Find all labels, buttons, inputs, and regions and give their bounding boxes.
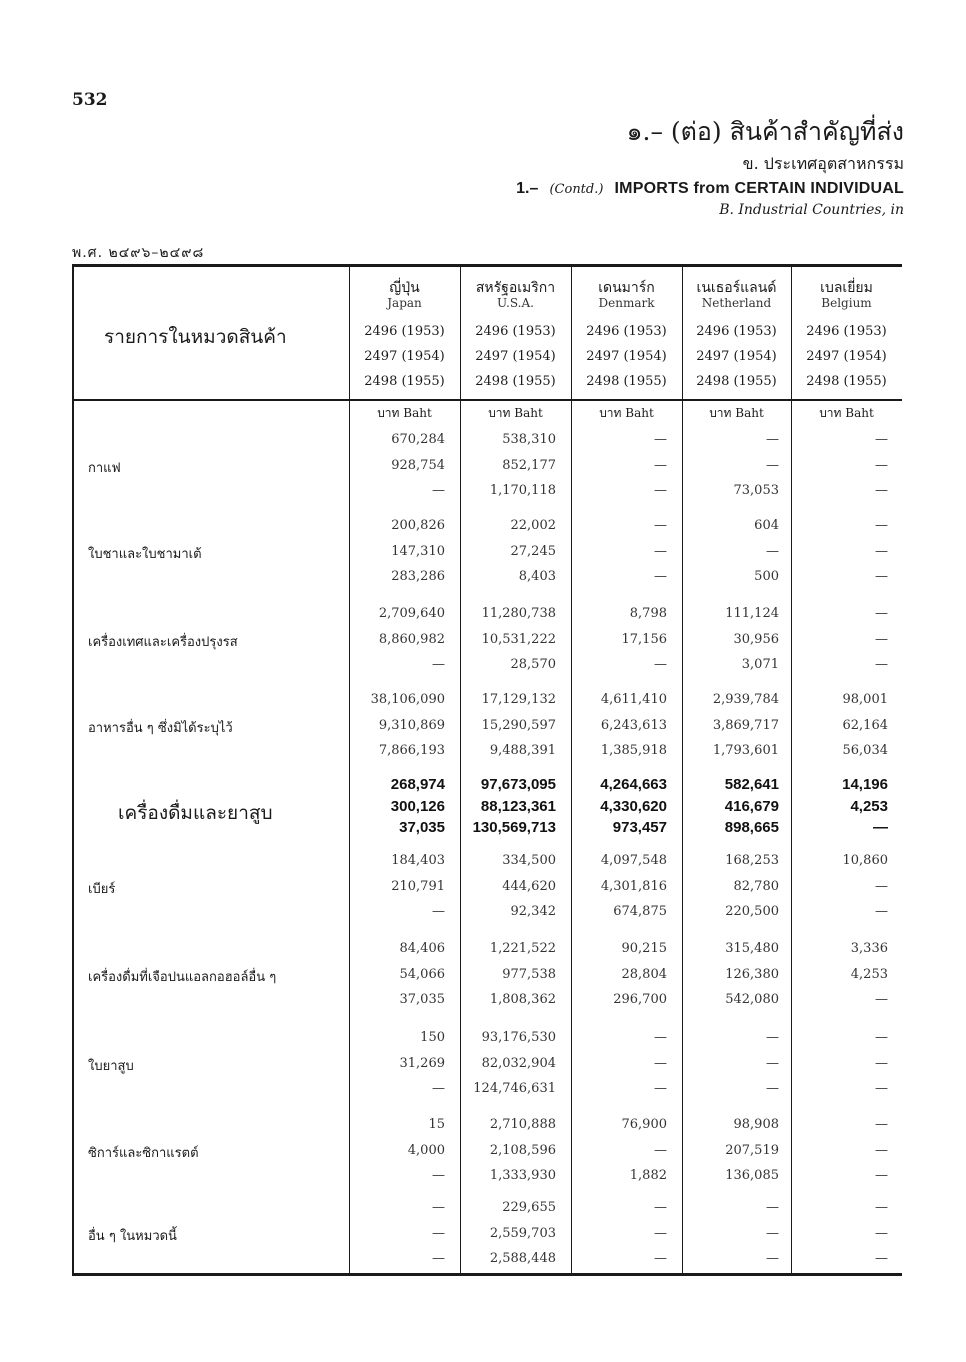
table-cell: 4,611,410: [600, 692, 667, 707]
title-english-number: 1.–: [516, 180, 539, 197]
table-cell: —: [654, 483, 667, 498]
table-cell: —: [654, 518, 667, 533]
table-cell: 136,085: [725, 1168, 779, 1183]
row-label: ใบชาและใบชามาเต้: [88, 546, 202, 562]
table-cell: 30,956: [733, 631, 779, 647]
subtitle-thai: ข. ประเทศอุตสาหกรรม: [742, 154, 904, 173]
table-cell: 17,129,132: [481, 692, 556, 707]
table-cell: 582,641: [724, 776, 779, 793]
table-cell: —: [654, 457, 667, 473]
table-cell: 928,754: [391, 457, 445, 473]
table-cell: 9,310,869: [378, 717, 445, 733]
table-cell: —: [432, 1251, 445, 1266]
year-label: 2498 (1955): [806, 374, 887, 389]
column-header-thai: เนเธอร์แลนด์: [696, 280, 777, 296]
table-cell: —: [873, 819, 888, 836]
table-cell: 88,123,361: [480, 797, 556, 815]
unit-label: บาท Baht: [819, 406, 874, 420]
table-cell: 76,900: [621, 1117, 667, 1132]
table-cell: —: [875, 543, 888, 559]
column-header-thai: สหรัฐอเมริกา: [475, 280, 556, 296]
table-cell: —: [875, 992, 888, 1007]
year-label: 2496 (1953): [696, 324, 777, 339]
table-cell: —: [654, 432, 667, 447]
table-cell: 4,097,548: [600, 853, 667, 868]
table-cell: 38,106,090: [370, 692, 445, 707]
table-cell: 28,804: [621, 966, 667, 982]
year-label: 2498 (1955): [364, 374, 445, 389]
title-english-main: IMPORTS from CERTAIN INDIVIDUAL: [614, 180, 904, 197]
table-cell: 334,500: [502, 853, 556, 868]
table-cell: 92,342: [510, 904, 556, 919]
title-thai: ๑.– (ต่อ) สินค้าสำคัญที่ส่ง: [626, 117, 904, 146]
title-english-contd: (Contd.): [549, 182, 604, 197]
year-label: 2497 (1954): [475, 349, 556, 364]
row-label: กาแฟ: [88, 460, 121, 476]
table-cell: 1,808,362: [489, 992, 556, 1007]
table-cell: —: [875, 606, 888, 621]
table-cell: 84,406: [399, 941, 445, 956]
table-cell: 82,032,904: [481, 1055, 556, 1071]
table-cell: 973,457: [612, 819, 667, 836]
table-cell: —: [875, 432, 888, 447]
table-cell: 10,531,222: [481, 631, 556, 647]
table-cell: 168,253: [725, 853, 779, 868]
table-cell: 8,798: [629, 606, 667, 621]
table-cell: 9,488,391: [489, 743, 556, 758]
table-cell: 4,264,663: [600, 776, 667, 793]
table-cell: —: [432, 1168, 445, 1183]
column-header: [349, 281, 460, 311]
table-cell: 1,793,601: [712, 743, 779, 758]
table-cell: —: [432, 904, 445, 919]
table-cell: 98,001: [842, 692, 888, 707]
table-cell: 150: [420, 1030, 445, 1045]
table-cell: —: [654, 1200, 667, 1215]
table-cell: 2,108,596: [489, 1142, 556, 1158]
table-cell: —: [875, 518, 888, 533]
year-label: 2496 (1953): [364, 324, 445, 339]
table-cell: 126,380: [725, 966, 779, 982]
table-cell: —: [875, 1055, 888, 1071]
table-cell: 124,746,631: [473, 1081, 556, 1096]
table-cell: 3,071: [741, 657, 779, 672]
table-cell: 6,243,613: [600, 717, 667, 733]
table-cell: —: [766, 543, 779, 559]
table-cell: 4,253: [850, 966, 888, 982]
table-cell: —: [654, 1142, 667, 1158]
column-header: [571, 281, 682, 311]
column-header-english: Japan: [387, 296, 422, 310]
table-cell: —: [654, 543, 667, 559]
table-cell: 2,939,784: [712, 692, 779, 707]
table-cell: 283,286: [391, 569, 445, 584]
year-label: 2498 (1955): [696, 374, 777, 389]
year-label: 2498 (1955): [475, 374, 556, 389]
table-cell: 1,385,918: [600, 743, 667, 758]
table-cell: 147,310: [391, 543, 445, 559]
year-label: 2498 (1955): [586, 374, 667, 389]
year-label: 2497 (1954): [696, 349, 777, 364]
table-cell: 82,780: [733, 878, 779, 894]
table-cell: —: [654, 1251, 667, 1266]
table-cell: 111,124: [725, 606, 779, 621]
table-cell: 416,679: [724, 797, 779, 815]
table-cell: 852,177: [502, 457, 556, 473]
table-cell: 22,002: [510, 518, 556, 533]
table-cell: 1,333,930: [489, 1168, 556, 1183]
table-cell: 2,710,888: [489, 1117, 556, 1132]
table-cell: —: [875, 1251, 888, 1266]
table-cell: —: [766, 1030, 779, 1045]
table-cell: —: [432, 483, 445, 498]
table-cell: —: [766, 1225, 779, 1241]
table-cell: 268,974: [390, 776, 445, 793]
table-cell: 2,559,703: [489, 1225, 556, 1241]
table-cell: 2,709,640: [378, 606, 445, 621]
column-header: [791, 281, 902, 311]
table-cell: 130,569,713: [472, 819, 556, 836]
table-cell: —: [432, 657, 445, 672]
table-cell: —: [654, 569, 667, 584]
year-label: 2496 (1953): [586, 324, 667, 339]
table-cell: 54,066: [399, 966, 445, 982]
table-cell: —: [432, 1200, 445, 1215]
header-rule: [72, 399, 902, 401]
table-cell: 56,034: [842, 743, 888, 758]
year-label: 2496 (1953): [806, 324, 887, 339]
row-label: อื่น ๆ ในหมวดนี้: [88, 1228, 177, 1244]
table-cell: 300,126: [390, 797, 445, 815]
table-cell: —: [875, 657, 888, 672]
year-label: 2496 (1953): [475, 324, 556, 339]
column-header-thai: ญี่ปุ่น: [389, 280, 420, 296]
table-cell: 674,875: [613, 904, 667, 919]
table-cell: 670,284: [391, 432, 445, 447]
table-cell: —: [766, 1251, 779, 1266]
table-cell: 98,908: [733, 1117, 779, 1132]
table-cell: —: [875, 483, 888, 498]
table-cell: —: [654, 1081, 667, 1096]
table-cell: —: [875, 1117, 888, 1132]
table-cell: 1,882: [629, 1168, 667, 1183]
table-cell: 4,000: [407, 1142, 445, 1158]
column-header-english: U.S.A.: [497, 296, 534, 310]
row-label: ใบยาสูบ: [88, 1058, 134, 1074]
table-cell: —: [654, 1225, 667, 1241]
row-label: เครื่องดื่มและยาสูบ: [118, 801, 273, 824]
table-cell: —: [766, 1081, 779, 1096]
table-cell: —: [875, 1081, 888, 1096]
table-cell: 15: [428, 1117, 445, 1132]
table-cell: —: [654, 1055, 667, 1071]
table-cell: —: [432, 1225, 445, 1241]
table-cell: 210,791: [391, 878, 445, 894]
table-cell: —: [432, 1081, 445, 1096]
table-cell: —: [875, 1200, 888, 1215]
table-cell: —: [875, 569, 888, 584]
table-cell: 4,330,620: [600, 797, 667, 815]
table-cell: 500: [754, 569, 779, 584]
column-header-english: Denmark: [598, 296, 655, 310]
unit-label: บาท Baht: [377, 406, 432, 420]
table-cell: 200,826: [391, 518, 445, 533]
table-cell: 27,245: [510, 543, 556, 559]
table-cell: 62,164: [842, 717, 888, 733]
table-cell: —: [654, 657, 667, 672]
table-cell: 444,620: [502, 878, 556, 894]
table-cell: 73,053: [733, 483, 779, 498]
table-cell: —: [875, 631, 888, 647]
table-cell: —: [875, 1142, 888, 1158]
table-cell: 7,866,193: [378, 743, 445, 758]
row-label: เบียร์: [88, 881, 116, 897]
subtitle-english: B. Industrial Countries, in: [719, 202, 904, 218]
table-cell: 207,519: [725, 1142, 779, 1158]
table-cell: 97,673,095: [480, 776, 556, 793]
table-cell: 542,080: [725, 992, 779, 1007]
table-cell: 37,035: [399, 992, 445, 1007]
table-cell: —: [875, 1168, 888, 1183]
table-cell: —: [875, 1225, 888, 1241]
table-cell: 220,500: [725, 904, 779, 919]
year-label: 2497 (1954): [364, 349, 445, 364]
table-cell: —: [766, 1200, 779, 1215]
table-cell: 1,221,522: [489, 941, 556, 956]
table-cell: 1,170,118: [489, 483, 556, 498]
table-cell: —: [766, 432, 779, 447]
column-header-thai: เบลเยี่ยม: [820, 280, 873, 296]
table-cell: 28,570: [510, 657, 556, 672]
stub-header: รายการในหมวดสินค้า: [104, 326, 287, 348]
table-cell: 37,035: [399, 819, 445, 836]
table-cell: 4,253: [850, 797, 888, 815]
table-cell: 11,280,738: [481, 606, 556, 621]
row-label: อาหารอื่น ๆ ซึ่งมิได้ระบุไว้: [88, 720, 233, 736]
table-cell: 184,403: [391, 853, 445, 868]
table-cell: 604: [754, 518, 779, 533]
table-cell: —: [875, 1030, 888, 1045]
year-range: พ.ศ. ๒๔๙๖–๒๔๙๘: [72, 245, 205, 261]
page-number: 532: [72, 90, 108, 110]
table-cell: 3,869,717: [712, 717, 779, 733]
year-label: 2497 (1954): [586, 349, 667, 364]
row-label: ซิการ์และซิกาแรตต์: [88, 1145, 199, 1161]
table-cell: 2,588,448: [489, 1251, 556, 1266]
table-cell: 90,215: [621, 941, 667, 956]
table-cell: 10,860: [842, 853, 888, 868]
table-cell: 977,538: [502, 966, 556, 982]
table-cell: 93,176,530: [481, 1030, 556, 1045]
unit-label: บาท Baht: [709, 406, 764, 420]
table-cell: —: [766, 1055, 779, 1071]
row-label: เครื่องดื่มที่เจือปนแอลกอฮอล์อื่น ๆ: [88, 969, 277, 985]
table-cell: 31,269: [399, 1055, 445, 1071]
title-english: [516, 178, 904, 198]
column-header-thai: เดนมาร์ก: [598, 280, 655, 296]
unit-label: บาท Baht: [488, 406, 543, 420]
table-cell: 315,480: [725, 941, 779, 956]
table-cell: —: [875, 904, 888, 919]
table-cell: 8,403: [518, 569, 556, 584]
column-header-english: Netherland: [701, 296, 772, 310]
column-header: [460, 281, 571, 311]
table-cell: 296,700: [613, 992, 667, 1007]
table-cell: 14,196: [842, 776, 888, 793]
table-cell: 17,156: [621, 631, 667, 647]
table-cell: 3,336: [850, 941, 888, 956]
column-header: [682, 281, 791, 311]
table-cell: 8,860,982: [378, 631, 445, 647]
unit-label: บาท Baht: [599, 406, 654, 420]
row-label: เครื่องเทศและเครื่องปรุงรส: [88, 634, 238, 650]
table-cell: —: [875, 878, 888, 894]
year-label: 2497 (1954): [806, 349, 887, 364]
table-cell: 538,310: [502, 432, 556, 447]
table-cell: 15,290,597: [481, 717, 556, 733]
table-cell: —: [654, 1030, 667, 1045]
column-header-english: Belgium: [821, 296, 872, 310]
table-cell: —: [875, 457, 888, 473]
table-cell: —: [766, 457, 779, 473]
column-divider: [72, 267, 74, 1273]
table-cell: 229,655: [502, 1200, 556, 1215]
table-cell: 898,665: [724, 819, 779, 836]
table-cell: 4,301,816: [600, 878, 667, 894]
